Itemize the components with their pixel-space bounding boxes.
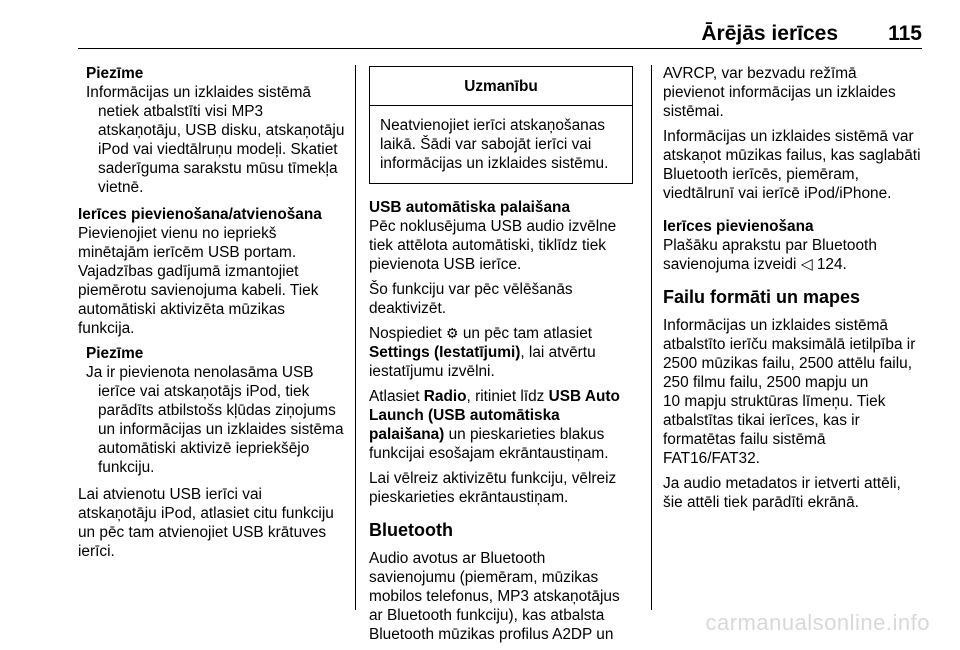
text-line: atskaņot mūzikas failus, kas saglabāti	[663, 147, 921, 164]
bluetooth-heading: Bluetooth	[369, 520, 453, 540]
note-1-heading: Piezīme	[86, 65, 144, 82]
connect-paragraph	[78, 224, 346, 338]
text-fragment: , ritiniet līdz	[466, 388, 545, 405]
text-line: atbalstītas tikai ierīces, kas ir	[663, 412, 860, 429]
text-line: Lai vēlreiz aktivizētu funkciju, vēlreiz	[369, 470, 617, 487]
text-line: netiek atbalstīti visi MP3	[98, 103, 264, 120]
column-2	[369, 64, 633, 650]
text-line: laikā. Šādi var sabojāt ierīci vai	[380, 136, 592, 153]
text-line: piemērotu savienojuma kabeli. Tiek	[78, 282, 319, 299]
text-fragment: Nospiediet	[369, 325, 442, 342]
text-line: Informācijas un izklaides sistēmā var	[663, 128, 914, 145]
text-line: funkcijai esošajam ekrāntaustiņam.	[369, 445, 609, 462]
text-line: Pievienojiet vienu no iepriekš	[78, 225, 277, 242]
usb-auto-label: USB Auto	[548, 388, 620, 405]
text-line: automātiski aktivizēta mūzikas	[78, 301, 285, 318]
column-1	[78, 64, 346, 567]
text-line: atbalstīto ierīču maksimālā ietilpība ir	[663, 336, 916, 353]
text-line: Audio avotus ar Bluetooth	[369, 550, 546, 567]
text-line: ierīce vai atskaņotājs iPod, tiek	[98, 383, 310, 400]
text-line: Informācijas un izklaides sistēmā	[663, 317, 888, 334]
text-line: savienojumu (piemēram, mūzikas	[369, 569, 599, 586]
text-line: Bluetooth ierīcēs, piemēram,	[663, 166, 859, 183]
text-line: pievienot informācijas un izklaides	[663, 84, 896, 101]
autoplay-heading: USB automātiska palaišana	[369, 199, 571, 216]
watermark: carmanualsonline.info	[705, 610, 930, 635]
text-line: Neatvienojiet ierīci atskaņošanas	[380, 117, 605, 134]
disable-paragraph	[369, 280, 633, 318]
gear-icon: ⚙	[446, 325, 459, 341]
page-reference[interactable]: 124.	[816, 256, 847, 273]
text-line: Informācijas un izklaides sistēmā	[86, 84, 311, 101]
text-line: AVRCP, var bezvadu režīmā	[663, 65, 857, 82]
warning-box	[369, 66, 633, 184]
text-fragment: un pēc tam atlasiet	[462, 325, 593, 342]
text-line: 2500 mūzikas failu, 2500 attēlu failu,	[663, 355, 912, 372]
usb-auto-label: palaišana)	[369, 426, 445, 443]
warning-heading: Uzmanību	[370, 67, 632, 106]
note-2-text	[86, 363, 346, 477]
reactivate-paragraph	[369, 469, 633, 507]
text-line: ar Bluetooth funkciju), kas atbalsta	[369, 607, 605, 624]
header-title: Ārējās ierīces	[701, 22, 838, 45]
text-line: formatētas failu sistēmā	[663, 431, 826, 448]
page-number: 115	[888, 22, 922, 45]
text-line: funkcija.	[78, 320, 135, 337]
page-header	[78, 22, 922, 48]
page-reference-icon: ◁	[800, 256, 813, 273]
note-2	[86, 344, 346, 477]
text-line: un informācijas un izklaides sistēma	[98, 421, 344, 438]
text-line: Šo funkciju var pēc vēlēšanās	[369, 281, 573, 298]
header-rule	[78, 48, 922, 49]
usb-auto-paragraph	[369, 387, 633, 463]
text-line: tiek attēlota automātiski, tiklīdz tiek	[369, 237, 606, 254]
text-line: Bluetooth mūzikas profilus A2DP un	[369, 626, 614, 643]
bluetooth-paragraph	[369, 549, 633, 644]
play-paragraph	[663, 127, 933, 203]
text-line: iPod vai viedtālruņu modeļi. Skatiet	[98, 141, 338, 158]
note-1	[86, 64, 346, 197]
text-line	[369, 324, 633, 343]
text-line: ierīci.	[78, 543, 115, 560]
text-line: Vajadzības gadījumā izmantojiet	[78, 263, 299, 280]
text-line	[369, 343, 633, 362]
text-line: vietnē.	[98, 179, 144, 196]
text-line: informācijas un izklaides sistēmu.	[380, 155, 609, 172]
note-1-text	[86, 83, 346, 197]
formats-paragraph	[663, 316, 933, 468]
text-line	[369, 387, 633, 406]
text-line: Pēc noklusējuma USB audio izvēlne	[369, 218, 617, 235]
column-divider-2	[651, 65, 652, 610]
disconnect-paragraph	[78, 485, 346, 561]
text-line: pievienota USB ierīce.	[369, 256, 522, 273]
text-line: minētajām ierīcēm USB portam.	[78, 244, 297, 261]
text-line: un pēc tam atvienojiet USB krātuves	[78, 524, 327, 541]
text-fragment: , lai atvērtu	[520, 344, 596, 361]
usb-auto-label: Launch (USB automātiska	[369, 407, 560, 424]
text-fragment: un pieskarieties blakus	[448, 426, 605, 443]
radio-label: Radio	[423, 388, 467, 405]
note-2-heading: Piezīme	[86, 345, 144, 362]
text-line: Ja ir pievienota nenolasāma USB	[86, 364, 314, 381]
text-line: funkciju.	[98, 459, 155, 476]
settings-paragraph	[369, 324, 633, 381]
bt-connect-heading: Ierīces pievienošana	[663, 218, 814, 235]
column-divider-1	[355, 65, 356, 610]
text-line: pieskarieties ekrāntaustiņam.	[369, 489, 569, 506]
text-line: atskaņotāju, USB disku, atskaņotāju	[98, 122, 345, 139]
text-line: FAT16/FAT32.	[663, 450, 760, 467]
avrcp-paragraph	[663, 64, 933, 121]
text-line: parādīts atbilstošs kļūdas ziņojums	[98, 402, 336, 419]
text-fragment: Atlasiet	[369, 388, 420, 405]
autoplay-paragraph	[369, 217, 633, 274]
text-line: Lai atvienotu USB ierīci vai	[78, 486, 262, 503]
text-line: šie attēli tiek parādīti ekrānā.	[663, 494, 859, 511]
column-3	[663, 64, 933, 518]
connect-heading: Ierīces pievienošana/atvienošana	[78, 206, 322, 223]
text-line: 250 filmu failu, 2500 mapju un	[663, 374, 869, 391]
text-line: 10 mapju struktūras līmeņu. Tiek	[663, 393, 886, 410]
text-line: sistēmai.	[663, 103, 724, 120]
bt-connect-paragraph	[663, 236, 933, 274]
text-line: mobilos telefonus, MP3 atskaņotājus	[369, 588, 620, 605]
text-line: atskaņotāju iPod, atlasiet citu funkciju	[78, 505, 334, 522]
text-line: iestatījumu izvēlni.	[369, 363, 495, 380]
text-line: viedtālrunī vai ierīcē iPod/iPhone.	[663, 185, 892, 202]
formats-heading: Failu formāti un mapes	[663, 287, 861, 307]
text-line: saderīguma sarakstu mūsu tīmekļa	[98, 160, 338, 177]
warning-text	[370, 106, 632, 183]
text-line	[663, 255, 933, 274]
text-fragment: savienojuma izveidi	[663, 256, 797, 273]
text-line	[369, 425, 633, 444]
text-line: deaktivizēt.	[369, 300, 446, 317]
text-line: automātiski aktivizē iepriekšējo	[98, 440, 310, 457]
text-line: Plašāku aprakstu par Bluetooth	[663, 237, 877, 254]
text-line: Ja audio metadatos ir ietverti attēli,	[663, 475, 901, 492]
settings-label: Settings (Iestatījumi)	[369, 344, 521, 361]
metadata-paragraph	[663, 474, 933, 512]
